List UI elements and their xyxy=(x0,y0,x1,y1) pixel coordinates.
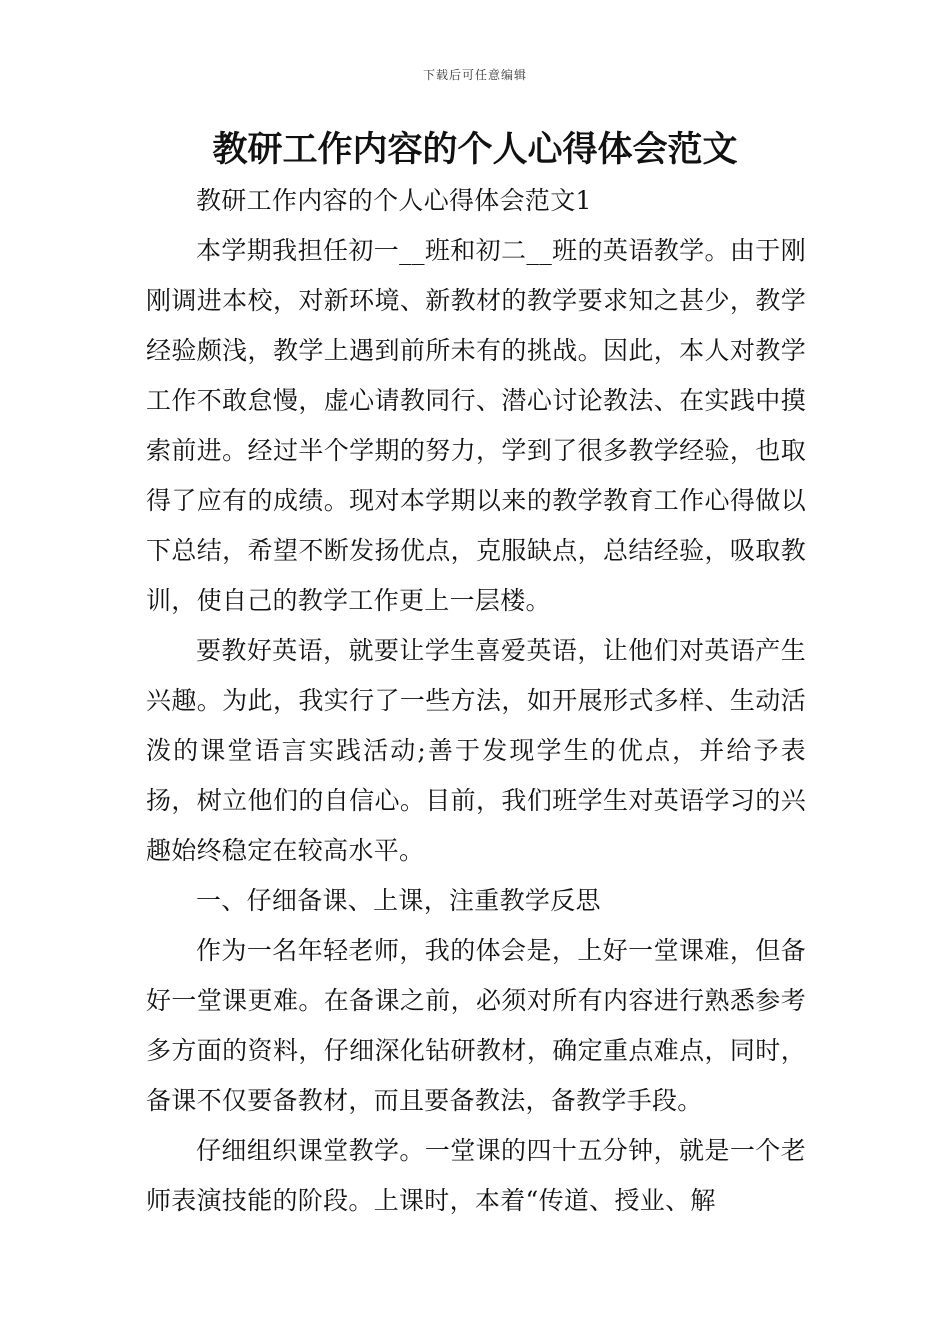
document-body xyxy=(146,176,806,1226)
section-subtitle: 教研工作内容的个人心得体会范文1 xyxy=(196,186,592,215)
document-title: 教研工作内容的个人心得体会范文 xyxy=(212,129,738,170)
header-note: 下载后可任意编辑 xyxy=(422,68,527,82)
paragraph-preparation: 作为一名年轻老师，我的体会是，上好一堂课难，但备好一堂课更难。在备课之前，必须对所有内容进行熟悉参考多方面的资料，仔细深化钻研教材，确定重点难点，同时，备课不仅要备教材，而且要备教法，备教学手段。 xyxy=(146,936,806,1115)
paragraph-interest: 要教好英语，就要让学生喜爱英语，让他们对英语产生兴趣。为此，我实行了一些方法，如开展形式多样、生动活泼的课堂语言实践活动;善于发现学生的优点，并给予表扬，树立他们的自信心。目前，我们班学生对英语学习的兴趣始终稳定在较高水平。 xyxy=(146,636,806,865)
paragraph-intro: 本学期我担任初一__班和初二__班的英语教学。由于刚刚调进本校，对新环境、新教材的教学要求知之甚少，教学经验颇浅，教学上遇到前所未有的挑战。因此，本人对教学工作不敢怠慢，虚心请教同行、潜心讨论教法、在实践中摸索前进。经过半个学期的努力，学到了很多教学经验，也取得了应有的成绩。现对本学期以来的教学教育工作心得做以下总结，希望不断发扬优点，克服缺点，总结经验，吸取教训，使自己的教学工作更上一层楼。 xyxy=(146,236,806,615)
section-heading-1: 一、仔细备课、上课，注重教学反思 xyxy=(196,886,601,915)
paragraph-classroom: 仔细组织课堂教学。一堂课的四十五分钟，就是一个老师表演技能的阶段。上课时，本着“传道、授业、解 xyxy=(146,1136,806,1215)
